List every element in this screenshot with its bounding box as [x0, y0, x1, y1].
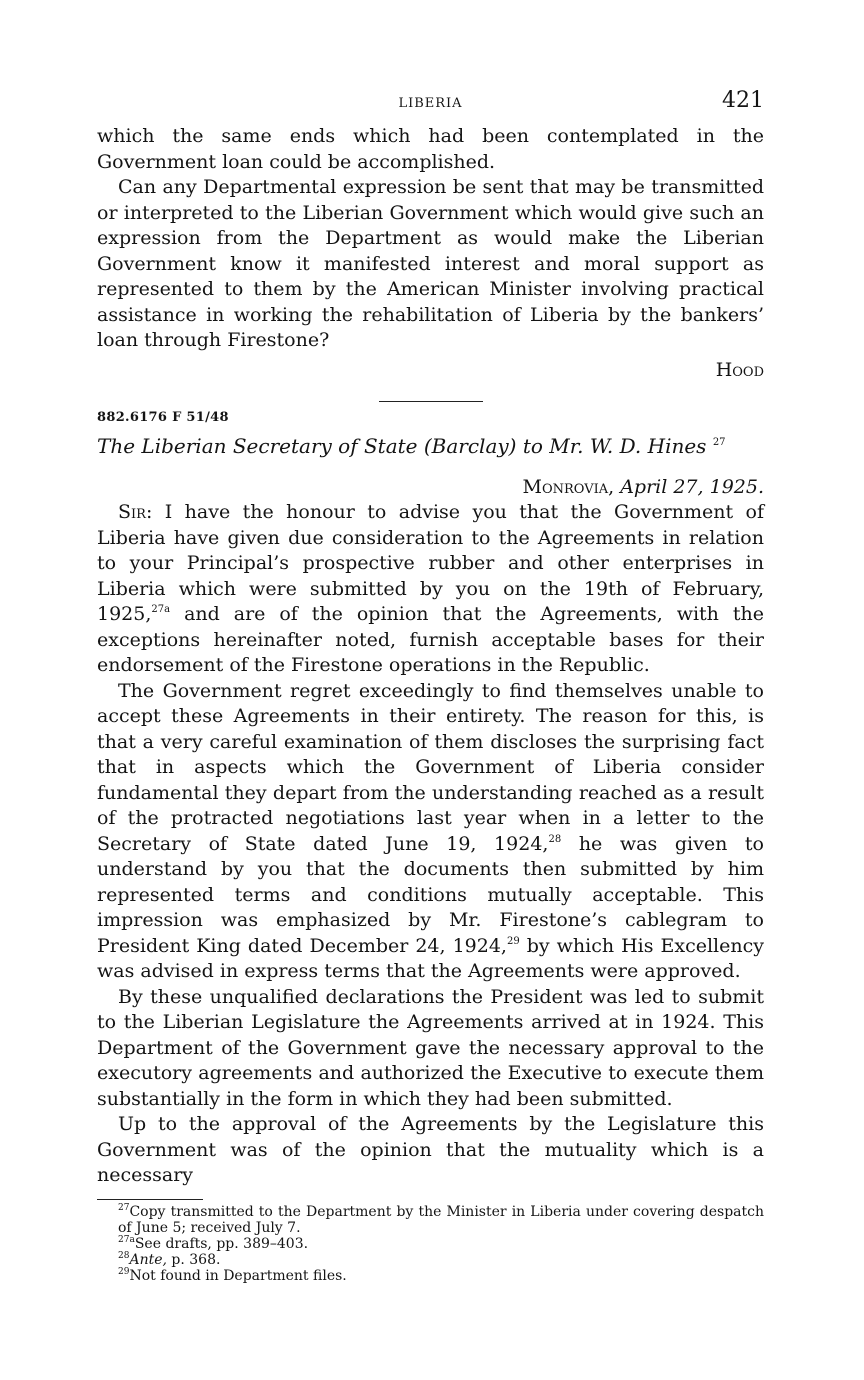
- footnote-ref-29: 29: [506, 935, 520, 947]
- section-divider: [379, 401, 483, 402]
- footnote-27a: [97, 1236, 764, 1252]
- letter-paragraph-2-text-b: he was given to understand by you that the documents then submitted by him represented terms and conditions mutually acceptable. This impression was emphasized by Mr. Firestone’s cablegram to President King dated December 24, 1924,: [97, 832, 764, 957]
- page-number: 421: [722, 88, 764, 113]
- document-title: [97, 432, 764, 460]
- dateline: [97, 474, 764, 500]
- footnote-ref-27a: 27a: [151, 604, 171, 615]
- footnote-divider: [97, 1199, 203, 1200]
- running-head: [97, 88, 764, 124]
- dateline-place: Monrovia,: [522, 476, 615, 498]
- footnote-mark: 27a: [118, 1234, 135, 1245]
- footnote-text: p. 368.: [171, 1251, 221, 1268]
- footnote-mark: 29: [118, 1266, 130, 1277]
- letter-paragraph-4: Up to the approval of the Agreements by the Legislature this Government was of the opinion that the mutuality which is a necessary: [97, 1113, 764, 1186]
- letter-paragraph-2-text-c: by which His Excellency was advised in express terms that the Agreements were approved.: [97, 934, 764, 982]
- dateline-date: April 27, 1925.: [620, 476, 764, 498]
- letter-paragraph-1-text-a: I have the honour to advise you that the Government of Liberia have given due consideration to the Agreements in relation to your Principal’s prospective rubber and other enterprises in Liberia which were submitted by you on the 19th of February, 1925,: [97, 501, 764, 625]
- question-paragraph: Can any Departmental expression be sent that may be transmitted or interpreted to the Liberian Government which would give such an expression from the Department as would make the Liberian Government know it manifested interest and moral support as represented to them by the American Minister involving practical assistance in working the rehabilitation of Liberia by the bankers’ loan through Firestone?: [97, 176, 764, 351]
- continuation-paragraph: which the same ends which had been contemplated in the Government loan could be accomplished.: [97, 125, 764, 173]
- footnotes: [97, 1204, 764, 1284]
- footnote-text: Not found in Department files.: [129, 1267, 347, 1284]
- footnote-mark: 28: [118, 1250, 130, 1261]
- footnote-italic-text: Ante,: [129, 1251, 167, 1268]
- footnote-ref-27: 27: [712, 437, 726, 448]
- signer-name: Hood: [715, 358, 764, 381]
- footnote-27: [97, 1204, 764, 1236]
- letter-paragraph-2-text-a: The Government regret exceedingly to find themselves unable to accept these Agreements in their entirety. The reason for this, is that a very careful examination of them discloses the surprising fact that in aspects which the Government of Liberia consider fundamental they depart from the understanding reached as a result of the protracted negotiations last year when in a letter to the Secretary of State dated June 19, 1924,: [97, 679, 764, 855]
- letter-paragraph-2: [97, 679, 764, 985]
- file-reference: 882.6176 F 51/48: [97, 410, 229, 425]
- footnote-29: [97, 1268, 764, 1284]
- letter-paragraph-1-text-b: and are of the opinion that the Agreements, with the exceptions hereinafter noted, furnish acceptable bases for their endorsement of the Firestone operations in the Republic.: [97, 603, 764, 676]
- document-page: [97, 88, 764, 1284]
- running-head-title: LIBERIA: [398, 96, 463, 111]
- footnote-text: See drafts, pp. 389–403.: [134, 1235, 309, 1252]
- footnote-ref-28: 28: [548, 833, 562, 845]
- letter-paragraph-1: [97, 500, 764, 679]
- footnote-28: [97, 1252, 764, 1268]
- document-title-text: The Liberian Secretary of State (Barclay) to Mr. W. D. Hines: [97, 434, 707, 458]
- footnote-text: Copy transmitted to the Department by the Minister in Liberia under covering despatch of June 5; received July 7.: [118, 1203, 764, 1236]
- letter-paragraph-3: By these unqualified declarations the President was led to submit to the Liberian Legislature the Agreements arrived at in 1924. This Department of the Government gave the necessary approval to the executory agreements and authorized the Executive to execute them substantially in the form in which they had been submitted.: [97, 985, 764, 1110]
- footnote-mark: 27: [118, 1202, 130, 1213]
- salutation: Sir:: [118, 501, 153, 523]
